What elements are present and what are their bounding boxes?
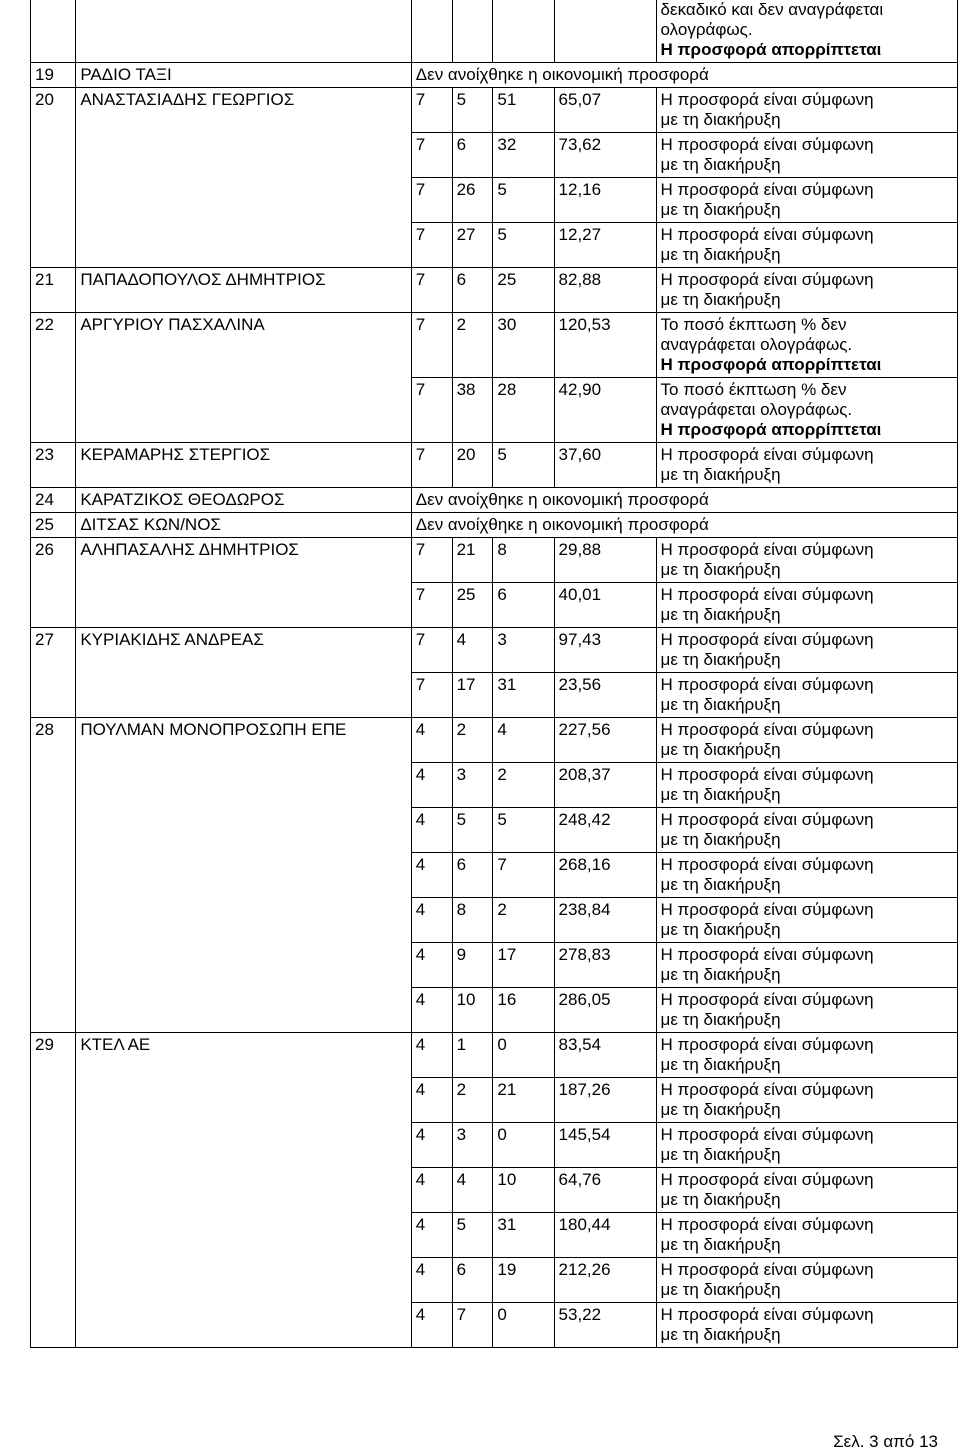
offer-route: 4	[411, 853, 452, 898]
row-remark	[656, 628, 957, 673]
remark-reject: Η προσφορά απορρίπτεται	[660, 40, 882, 59]
offer-route: 4	[411, 808, 452, 853]
offer-discount: 8	[493, 538, 554, 583]
row-name: ΚΥΡΙΑΚΙΔΗΣ ΑΝΔΡΕΑΣ	[76, 628, 411, 673]
offer-value: 82,88	[554, 268, 656, 313]
row-number	[31, 1123, 76, 1168]
row-number: 29	[31, 1033, 76, 1078]
offer-value: 187,26	[554, 1078, 656, 1123]
row-name: ΠΑΠΑΔΟΠΟΥΛΟΣ ΔΗΜΗΤΡΙΟΣ	[76, 268, 411, 313]
remark-line: με τη διακήρυξη	[660, 1235, 781, 1254]
row-number	[31, 0, 76, 63]
row-name	[76, 808, 411, 853]
row-remark	[656, 268, 957, 313]
remark-line: Η προσφορά είναι σύμφωνη	[660, 855, 874, 874]
table-row	[31, 513, 958, 538]
row-remark	[656, 133, 957, 178]
remark-line: με τη διακήρυξη	[660, 740, 781, 759]
row-name	[76, 1303, 411, 1348]
offer-item: 8	[452, 898, 493, 943]
row-remark	[656, 943, 957, 988]
remark-line: με τη διακήρυξη	[660, 650, 781, 669]
remark-line: με τη διακήρυξη	[660, 155, 781, 174]
remark-line: αναγράφεται ολογράφως.	[660, 335, 853, 354]
remark-line: Η προσφορά είναι σύμφωνη	[660, 1260, 874, 1279]
offer-route: 7	[411, 133, 452, 178]
remark-line: με τη διακήρυξη	[660, 605, 781, 624]
row-name	[76, 223, 411, 268]
table-row	[31, 1168, 958, 1213]
row-remark	[656, 1303, 957, 1348]
row-name	[76, 1258, 411, 1303]
row-name: ΑΡΓΥΡΙΟΥ ΠΑΣΧΑΛΙΝΑ	[76, 313, 411, 378]
row-number	[31, 1258, 76, 1303]
remark-reject: Η προσφορά απορρίπτεται	[660, 420, 882, 439]
offer-route: 4	[411, 1168, 452, 1213]
offer-value: 65,07	[554, 88, 656, 133]
row-number	[31, 808, 76, 853]
row-number	[31, 133, 76, 178]
remark-line: Η προσφορά είναι σύμφωνη	[660, 225, 874, 244]
row-name	[76, 1168, 411, 1213]
offer-value: 40,01	[554, 583, 656, 628]
offer-value: 278,83	[554, 943, 656, 988]
table-row	[31, 1078, 958, 1123]
row-remark	[656, 1213, 957, 1258]
offer-note: Δεν ανοίχθηκε η οικονομική προσφορά	[411, 513, 957, 538]
offer-item: 2	[452, 718, 493, 763]
row-remark	[656, 808, 957, 853]
remark-reject: Η προσφορά απορρίπτεται	[660, 355, 882, 374]
offer-route: 7	[411, 88, 452, 133]
remark-line: Το ποσό έκπτωση % δεν	[660, 380, 847, 399]
row-number: 28	[31, 718, 76, 763]
offer-item: 25	[452, 583, 493, 628]
offer-route: 7	[411, 378, 452, 443]
offer-value: 227,56	[554, 718, 656, 763]
row-remark	[656, 223, 957, 268]
table-row	[31, 268, 958, 313]
row-number: 23	[31, 443, 76, 488]
remark-line: με τη διακήρυξη	[660, 1010, 781, 1029]
remark-line: με τη διακήρυξη	[660, 110, 781, 129]
offer-route: 7	[411, 628, 452, 673]
remark-line: Η προσφορά είναι σύμφωνη	[660, 1305, 874, 1324]
offer-route: 7	[411, 538, 452, 583]
table-row	[31, 673, 958, 718]
row-name	[76, 178, 411, 223]
row-remark	[656, 313, 957, 378]
table-row	[31, 1123, 958, 1168]
row-name	[76, 898, 411, 943]
offer-discount: 28	[493, 378, 554, 443]
table-row	[31, 1213, 958, 1258]
row-number	[31, 898, 76, 943]
row-name	[76, 1078, 411, 1123]
table-row	[31, 943, 958, 988]
row-number	[31, 943, 76, 988]
offer-cell	[554, 0, 656, 63]
offer-item: 3	[452, 1123, 493, 1168]
row-number	[31, 1303, 76, 1348]
remark-line: Η προσφορά είναι σύμφωνη	[660, 810, 874, 829]
table-row	[31, 988, 958, 1033]
offer-value: 37,60	[554, 443, 656, 488]
row-remark	[656, 988, 957, 1033]
offer-item: 2	[452, 313, 493, 378]
remark-line: Η προσφορά είναι σύμφωνη	[660, 1215, 874, 1234]
table-row	[31, 718, 958, 763]
offer-item: 6	[452, 133, 493, 178]
row-remark	[656, 1033, 957, 1078]
offer-value: 97,43	[554, 628, 656, 673]
remark-line: με τη διακήρυξη	[660, 1145, 781, 1164]
offer-discount: 5	[493, 223, 554, 268]
row-number	[31, 1078, 76, 1123]
row-number	[31, 223, 76, 268]
table-row	[31, 1033, 958, 1078]
remark-line: Η προσφορά είναι σύμφωνη	[660, 1170, 874, 1189]
remark-line: Η προσφορά είναι σύμφωνη	[660, 1035, 874, 1054]
offer-value: 145,54	[554, 1123, 656, 1168]
row-name: ΚΕΡΑΜΑΡΗΣ ΣΤΕΡΓΙΟΣ	[76, 443, 411, 488]
offer-route: 7	[411, 178, 452, 223]
row-number	[31, 673, 76, 718]
row-name	[76, 0, 411, 63]
offer-route: 4	[411, 1123, 452, 1168]
table-row	[31, 133, 958, 178]
row-number: 26	[31, 538, 76, 583]
offer-route: 4	[411, 1213, 452, 1258]
offer-discount: 17	[493, 943, 554, 988]
remark-line: δεκαδικό και δεν αναγράφεται	[660, 0, 884, 19]
table-row	[31, 538, 958, 583]
offer-route: 4	[411, 943, 452, 988]
table-row	[31, 583, 958, 628]
remark-line: με τη διακήρυξη	[660, 875, 781, 894]
row-number: 21	[31, 268, 76, 313]
offer-item: 20	[452, 443, 493, 488]
offer-value: 42,90	[554, 378, 656, 443]
page-footer: Σελ. 3 από 13	[833, 1432, 938, 1451]
results-table	[30, 0, 958, 1348]
offer-discount: 0	[493, 1303, 554, 1348]
row-number: 24	[31, 488, 76, 513]
offer-item: 3	[452, 763, 493, 808]
remark-line: Η προσφορά είναι σύμφωνη	[660, 900, 874, 919]
row-number	[31, 853, 76, 898]
remark-line: Η προσφορά είναι σύμφωνη	[660, 540, 874, 559]
offer-discount: 51	[493, 88, 554, 133]
offer-discount: 31	[493, 673, 554, 718]
offer-route: 4	[411, 898, 452, 943]
row-remark	[656, 673, 957, 718]
remark-line: Η προσφορά είναι σύμφωνη	[660, 270, 874, 289]
offer-item: 4	[452, 628, 493, 673]
row-number: 27	[31, 628, 76, 673]
offer-item: 2	[452, 1078, 493, 1123]
row-number	[31, 378, 76, 443]
offer-item: 6	[452, 1258, 493, 1303]
row-name: ΡΑΔΙΟ ΤΑΞΙ	[76, 63, 411, 88]
row-remark	[656, 898, 957, 943]
remark-line: με τη διακήρυξη	[660, 1190, 781, 1209]
offer-value: 12,16	[554, 178, 656, 223]
offer-item: 17	[452, 673, 493, 718]
table-row	[31, 0, 958, 63]
table-row	[31, 88, 958, 133]
table-row	[31, 63, 958, 88]
remark-line: Η προσφορά είναι σύμφωνη	[660, 1080, 874, 1099]
remark-line: Η προσφορά είναι σύμφωνη	[660, 990, 874, 1009]
table-row	[31, 443, 958, 488]
row-remark	[656, 853, 957, 898]
offer-discount: 32	[493, 133, 554, 178]
row-name	[76, 853, 411, 898]
offer-value: 29,88	[554, 538, 656, 583]
offer-route: 4	[411, 1258, 452, 1303]
offer-item: 5	[452, 808, 493, 853]
remark-line: Η προσφορά είναι σύμφωνη	[660, 675, 874, 694]
offer-value: 180,44	[554, 1213, 656, 1258]
remark-line: με τη διακήρυξη	[660, 465, 781, 484]
offer-discount: 10	[493, 1168, 554, 1213]
offer-route: 7	[411, 443, 452, 488]
row-name	[76, 133, 411, 178]
row-name	[76, 1213, 411, 1258]
remark-line: Το ποσό έκπτωση % δεν	[660, 315, 847, 334]
offer-cell	[411, 0, 452, 63]
offer-item: 6	[452, 853, 493, 898]
remark-line: με τη διακήρυξη	[660, 290, 781, 309]
row-name: ΠΟΥΛΜΑΝ ΜΟΝΟΠΡΟΣΩΠΗ ΕΠΕ	[76, 718, 411, 763]
row-remark	[656, 1168, 957, 1213]
offer-value: 212,26	[554, 1258, 656, 1303]
offer-route: 7	[411, 223, 452, 268]
offer-route: 4	[411, 988, 452, 1033]
offer-route: 4	[411, 1033, 452, 1078]
row-remark	[656, 1123, 957, 1168]
table-row	[31, 808, 958, 853]
offer-value: 53,22	[554, 1303, 656, 1348]
table-row	[31, 1303, 958, 1348]
row-name	[76, 988, 411, 1033]
row-name: ΑΛΗΠΑΣΑΛΗΣ ΔΗΜΗΤΡΙΟΣ	[76, 538, 411, 583]
remark-line: με τη διακήρυξη	[660, 1100, 781, 1119]
offer-value: 12,27	[554, 223, 656, 268]
remark-line: αναγράφεται ολογράφως.	[660, 400, 853, 419]
offer-discount: 4	[493, 718, 554, 763]
table-row	[31, 763, 958, 808]
remark-line: Η προσφορά είναι σύμφωνη	[660, 720, 874, 739]
offer-route: 7	[411, 583, 452, 628]
offer-route: 4	[411, 718, 452, 763]
offer-value: 238,84	[554, 898, 656, 943]
row-name	[76, 1123, 411, 1168]
offer-discount: 19	[493, 1258, 554, 1303]
offer-item: 5	[452, 1213, 493, 1258]
offer-route: 4	[411, 1078, 452, 1123]
table-row	[31, 178, 958, 223]
offer-value: 248,42	[554, 808, 656, 853]
offer-value: 268,16	[554, 853, 656, 898]
remark-line: με τη διακήρυξη	[660, 695, 781, 714]
offer-item: 6	[452, 268, 493, 313]
offer-discount: 2	[493, 763, 554, 808]
row-name: ΚΤΕΛ ΑΕ	[76, 1033, 411, 1078]
offer-route: 4	[411, 1303, 452, 1348]
remark-line: Η προσφορά είναι σύμφωνη	[660, 945, 874, 964]
remark-line: Η προσφορά είναι σύμφωνη	[660, 135, 874, 154]
remark-line: ολογράφως.	[660, 20, 753, 39]
remark-line: με τη διακήρυξη	[660, 785, 781, 804]
offer-value: 208,37	[554, 763, 656, 808]
row-number	[31, 763, 76, 808]
remark-line: με τη διακήρυξη	[660, 830, 781, 849]
offer-item: 5	[452, 88, 493, 133]
remark-line: Η προσφορά είναι σύμφωνη	[660, 585, 874, 604]
row-number	[31, 1213, 76, 1258]
remark-line: με τη διακήρυξη	[660, 245, 781, 264]
offer-item: 27	[452, 223, 493, 268]
offer-item: 10	[452, 988, 493, 1033]
row-remark	[656, 443, 957, 488]
row-remark	[656, 178, 957, 223]
row-name	[76, 673, 411, 718]
offer-item: 4	[452, 1168, 493, 1213]
remark-line: με τη διακήρυξη	[660, 920, 781, 939]
row-remark	[656, 583, 957, 628]
offer-route: 4	[411, 763, 452, 808]
table-row	[31, 313, 958, 378]
row-number	[31, 178, 76, 223]
offer-item: 9	[452, 943, 493, 988]
row-number	[31, 988, 76, 1033]
offer-discount: 30	[493, 313, 554, 378]
offer-discount: 25	[493, 268, 554, 313]
offer-note: Δεν ανοίχθηκε η οικονομική προσφορά	[411, 488, 957, 513]
offer-discount: 21	[493, 1078, 554, 1123]
offer-discount: 5	[493, 443, 554, 488]
row-remark	[656, 763, 957, 808]
offer-discount: 0	[493, 1123, 554, 1168]
offer-discount: 6	[493, 583, 554, 628]
table-row	[31, 628, 958, 673]
offer-item: 38	[452, 378, 493, 443]
offer-discount: 2	[493, 898, 554, 943]
offer-value: 64,76	[554, 1168, 656, 1213]
row-remark	[656, 88, 957, 133]
remark-line: με τη διακήρυξη	[660, 200, 781, 219]
offer-discount: 0	[493, 1033, 554, 1078]
offer-item: 26	[452, 178, 493, 223]
offer-route: 7	[411, 673, 452, 718]
remark-line: με τη διακήρυξη	[660, 560, 781, 579]
row-number: 20	[31, 88, 76, 133]
table-row	[31, 898, 958, 943]
row-remark	[656, 378, 957, 443]
table-row	[31, 488, 958, 513]
remark-line: Η προσφορά είναι σύμφωνη	[660, 90, 874, 109]
remark-line: Η προσφορά είναι σύμφωνη	[660, 445, 874, 464]
row-number: 25	[31, 513, 76, 538]
remark-line: με τη διακήρυξη	[660, 1055, 781, 1074]
row-number	[31, 1168, 76, 1213]
offer-value: 23,56	[554, 673, 656, 718]
remark-line: με τη διακήρυξη	[660, 1325, 781, 1344]
row-remark	[656, 0, 957, 63]
offer-discount: 5	[493, 178, 554, 223]
offer-value: 120,53	[554, 313, 656, 378]
row-remark	[656, 1258, 957, 1303]
row-name	[76, 763, 411, 808]
table-row	[31, 853, 958, 898]
offer-note: Δεν ανοίχθηκε η οικονομική προσφορά	[411, 63, 957, 88]
row-number	[31, 583, 76, 628]
remark-line: με τη διακήρυξη	[660, 1280, 781, 1299]
remark-line: με τη διακήρυξη	[660, 965, 781, 984]
offer-route: 7	[411, 268, 452, 313]
offer-cell	[493, 0, 554, 63]
remark-line: Η προσφορά είναι σύμφωνη	[660, 765, 874, 784]
row-number: 22	[31, 313, 76, 378]
offer-discount: 5	[493, 808, 554, 853]
offer-item: 7	[452, 1303, 493, 1348]
row-number: 19	[31, 63, 76, 88]
offer-discount: 16	[493, 988, 554, 1033]
table-row	[31, 1258, 958, 1303]
row-name	[76, 943, 411, 988]
row-name	[76, 378, 411, 443]
row-name	[76, 583, 411, 628]
offer-discount: 3	[493, 628, 554, 673]
remark-line: Η προσφορά είναι σύμφωνη	[660, 630, 874, 649]
offer-route: 7	[411, 313, 452, 378]
offer-item: 1	[452, 1033, 493, 1078]
row-remark	[656, 718, 957, 763]
row-remark	[656, 1078, 957, 1123]
row-remark	[656, 538, 957, 583]
row-name: ΚΑΡΑΤΖΙΚΟΣ ΘΕΟΔΩΡΟΣ	[76, 488, 411, 513]
offer-item: 21	[452, 538, 493, 583]
offer-value: 286,05	[554, 988, 656, 1033]
offer-cell	[452, 0, 493, 63]
remark-line: Η προσφορά είναι σύμφωνη	[660, 1125, 874, 1144]
offer-value: 83,54	[554, 1033, 656, 1078]
remark-line: Η προσφορά είναι σύμφωνη	[660, 180, 874, 199]
table-row	[31, 378, 958, 443]
row-name: ΑΝΑΣΤΑΣΙΑΔΗΣ ΓΕΩΡΓΙΟΣ	[76, 88, 411, 133]
offer-discount: 7	[493, 853, 554, 898]
table-row	[31, 223, 958, 268]
offer-value: 73,62	[554, 133, 656, 178]
row-name: ΔΙΤΣΑΣ ΚΩΝ/ΝΟΣ	[76, 513, 411, 538]
offer-discount: 31	[493, 1213, 554, 1258]
